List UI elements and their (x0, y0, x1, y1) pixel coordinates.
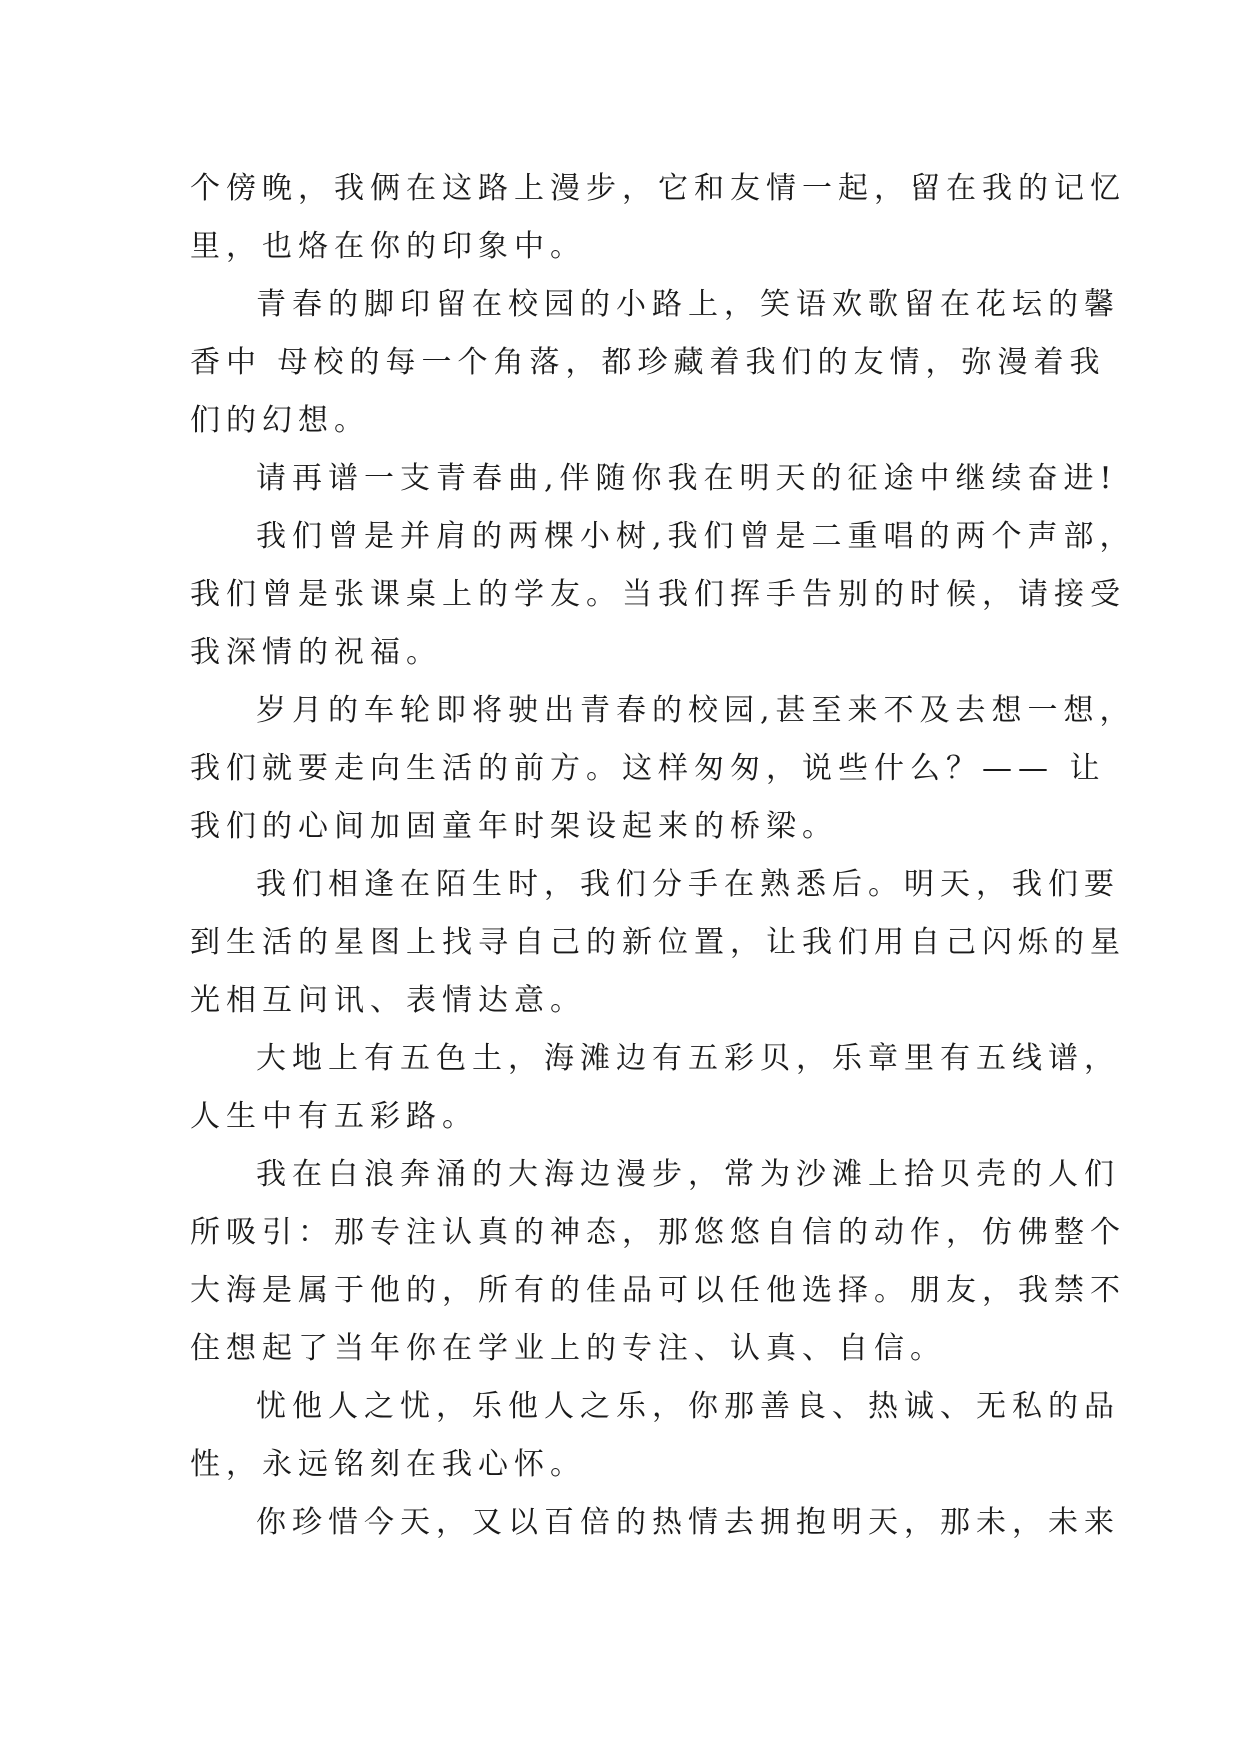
text-line: 所吸引：那专注认真的神态，那悠悠自信的动作，仿佛整个 (190, 1215, 1126, 1250)
paragraph-start-line: 忧他人之忧，乐他人之乐，你那善良、热诚、无私的品 (256, 1389, 1120, 1424)
paragraph-start-line: 岁月的车轮即将驶出青春的校园,甚至来不及去想一想， (256, 693, 1136, 728)
text-line: 住想起了当年你在学业上的专注、认真、自信。 (190, 1331, 946, 1366)
paragraph-start-line: 大地上有五色土，海滩边有五彩贝，乐章里有五线谱， (256, 1041, 1120, 1076)
text-line: 个傍晚，我俩在这路上漫步，它和友情一起，留在我的记忆 (190, 171, 1126, 206)
text-line: 光相互问讯、表情达意。 (190, 983, 586, 1018)
paragraph-start-line: 你珍惜今天，又以百倍的热情去拥抱明天，那未，未来 (256, 1505, 1120, 1540)
paragraph-start-line: 青春的脚印留在校园的小路上，笑语欢歌留在花坛的馨 (256, 287, 1120, 322)
text-line: 人生中有五彩路。 (190, 1099, 478, 1134)
paragraph-start-line: 我们曾是并肩的两棵小树,我们曾是二重唱的两个声部， (256, 519, 1136, 554)
text-line: 大海是属于他的，所有的佳品可以任他选择。朋友，我禁不 (190, 1273, 1126, 1308)
text-line: 香中 母校的每一个角落，都珍藏着我们的友情，弥漫着我 (190, 345, 1106, 380)
text-line: 性，永远铭刻在我心怀。 (190, 1447, 586, 1482)
document-body (190, 160, 1136, 1552)
paragraph-start-line: 请再谱一支青春曲,伴随你我在明天的征途中继续奋进! (256, 461, 1118, 496)
text-line: 们的幻想。 (190, 403, 370, 438)
text-line: 里，也烙在你的印象中。 (190, 229, 586, 264)
paragraph-start-line: 我在白浪奔涌的大海边漫步，常为沙滩上拾贝壳的人们 (256, 1157, 1120, 1192)
text-line: 到生活的星图上找寻自己的新位置，让我们用自己闪烁的星 (190, 925, 1126, 960)
text-line: 我们就要走向生活的前方。这样匆匆，说些什么？—— 让 (190, 751, 1106, 786)
text-line: 我们曾是张课桌上的学友。当我们挥手告别的时候，请接受 (190, 577, 1126, 612)
paragraph-start-line: 我们相逢在陌生时，我们分手在熟悉后。明天，我们要 (256, 867, 1120, 902)
text-line: 我们的心间加固童年时架设起来的桥梁。 (190, 809, 838, 844)
text-line: 我深情的祝福。 (190, 635, 442, 670)
